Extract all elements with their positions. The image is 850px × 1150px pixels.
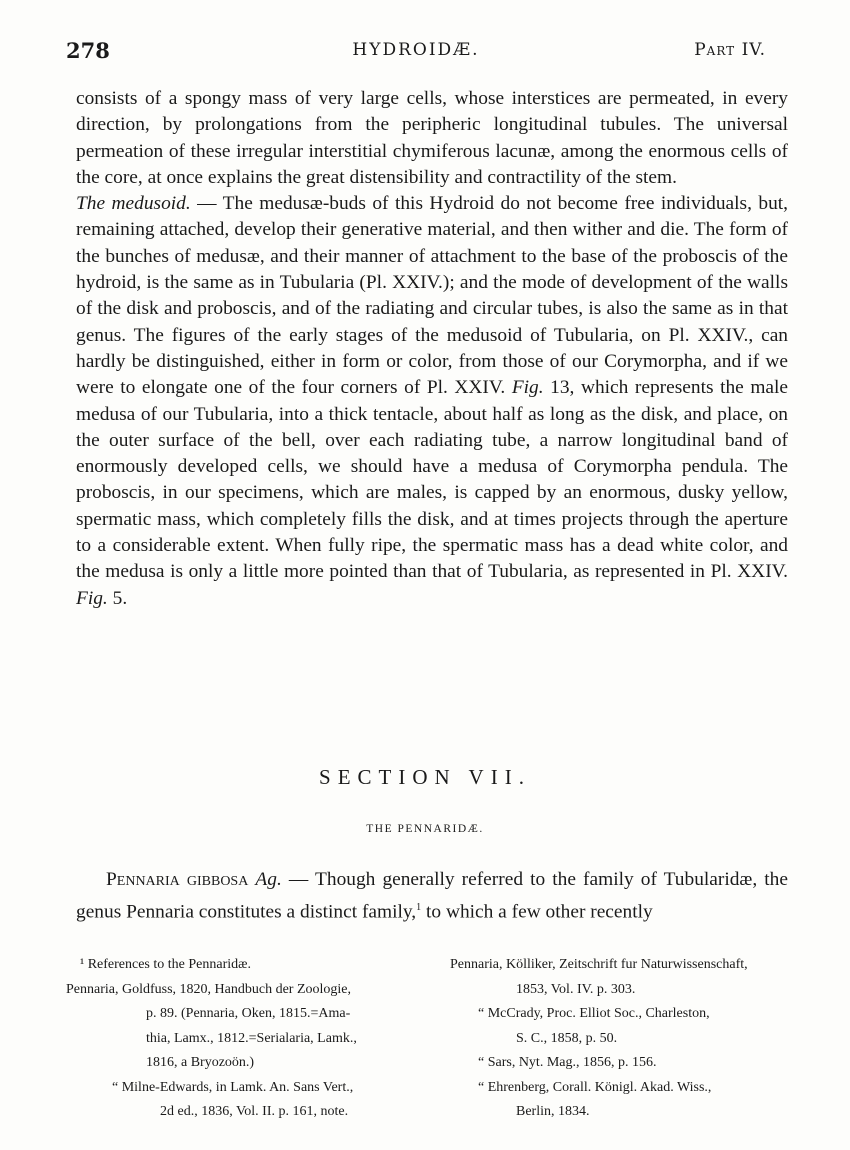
footnote-line: 1816, a Bryozoön.)	[146, 1055, 255, 1070]
medusoid-text-3: 5.	[107, 587, 128, 609]
page-number: 278	[66, 38, 110, 63]
footnotes-right-column	[450, 953, 796, 1125]
medusoid-text-1: The medusæ-buds of this Hydroid do not become free individuals, but, remaining attached, develop their generative material, and then wither and die. The form of the bunches of medusæ, and their manner of attachment to the base of the proboscis of the hydroid, is the same as in Tubularia (Pl. XXIV.); and the mode of development of the walls of the disk and proboscis, and of the radiating and circular tubes, is also the same as in that genus. The figures of the early stages of the medusoid of Tubularia, on Pl. XXIV., can hardly be distinguished, either in form or color, from those of our Corymorpha, and if we were to elongate one of the four corners of Pl. XXIV.	[76, 193, 789, 399]
family-heading: THE PENNARIDÆ.	[366, 823, 484, 835]
medusoid-text-2: 13, which represents the male medusa of our Tubularia, into a thick tentacle, about half as long as the disk, and place, on the outer surface of the bell, over each radiating tube, a narrow longitudinal band of enormously developed cells, we should have a medusa of Corymorpha pendula. The proboscis, in our specimens, which are males, is capped by an enormous, dusky yellow, spermatic mass, which completely fills the disk, and at times projects through the aperture to a considerable extent. When fully ripe, the spermatic mass has a dead white color, and the medusa is only a little more pointed than that of Tubularia, as represented in Pl. XXIV.	[76, 377, 788, 583]
genus-name: Pennaria gibbosa	[106, 869, 249, 890]
footnote-ref: 1	[416, 902, 422, 913]
footnote-line: “ Ehrenberg, Corall. Königl. Akad. Wiss.,	[478, 1079, 712, 1095]
footnote-line: “ McCrady, Proc. Elliot Soc., Charleston,	[478, 1006, 710, 1021]
footnote-line: 2d ed., 1836, Vol. II. p. 161, note.	[160, 1104, 349, 1119]
footnote-line: “ Sars, Nyt. Mag., 1856, p. 156.	[478, 1055, 657, 1070]
footnotes-left-column	[66, 953, 431, 1125]
medusoid-lead: The medusoid.	[76, 193, 191, 215]
paragraph-stem: consists of a spongy mass of very large cells, whose interstices are permeated, in every direction, by prolongations from the peripheric longitudinal tubules. The universal permeation of these irregular interstitial chymiferous lacunæ, among the enormous cells of the core, at once explains the great distensibility and contractility of the stem.	[76, 88, 788, 188]
section-heading: SECTION VII.	[319, 765, 531, 789]
footnotes	[66, 953, 796, 1123]
genus-author: Ag.	[255, 869, 282, 890]
pennaria-intro	[76, 866, 788, 926]
footnote-line: “ Milne-Edwards, in Lamk. An. Sans Vert.,	[112, 1079, 354, 1095]
fig-label-1: Fig.	[511, 377, 544, 399]
running-title: HYDROIDÆ.	[352, 40, 480, 60]
intro-text-2: to which a few other recently	[421, 901, 653, 923]
paragraph-medusoid	[76, 191, 788, 612]
footnote-line: ¹ References to the Pennaridæ.	[80, 957, 251, 972]
fig-label-2: Fig.	[76, 587, 108, 609]
main-text	[76, 86, 788, 612]
footnote-line: Berlin, 1834.	[516, 1104, 590, 1119]
footnote-line: 1853, Vol. IV. p. 303.	[516, 981, 636, 997]
part-label: Part IV.	[694, 40, 766, 60]
footnote-line: Pennaria, Kölliker, Zeitschrift fur Naturwissenschaft,	[450, 957, 748, 972]
footnote-line: Pennaria, Goldfuss, 1820, Handbuch der Zoologie,	[66, 981, 351, 997]
pennaria-paragraph	[76, 866, 788, 926]
page-header	[66, 38, 766, 64]
footnote-line: p. 89. (Pennaria, Oken, 1815.=Ama-	[146, 1006, 351, 1021]
footnote-line: S. C., 1858, p. 50.	[516, 1030, 618, 1046]
medusoid-dash: —	[190, 193, 223, 215]
intro-text-1: — Though generally referred to the family of Tubularidæ, the genus Pennaria constitutes a distinct family,	[76, 869, 788, 923]
footnote-line: thia, Lamx., 1812.=Serialaria, Lamk.,	[146, 1030, 357, 1046]
